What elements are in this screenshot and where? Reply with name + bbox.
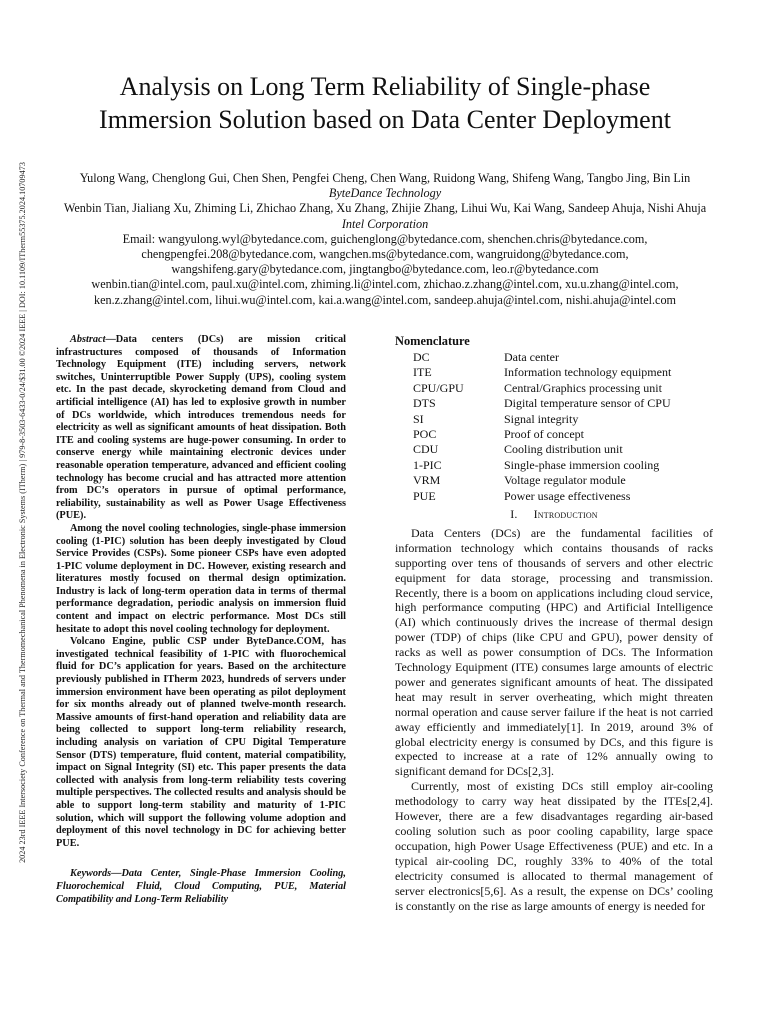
nomenclature-abbr: 1-PIC xyxy=(413,457,442,472)
email-line: wenbin.tian@intel.com, paul.xu@intel.com, zhiming.li@intel.com, zhichao.z.zhang@intel.com, xu.u.zhang@intel.com, xyxy=(91,277,679,292)
citation-text: 2024 23rd IEEE Intersociety Conference on Thermal and Thermomechanical Phenomena in Electronic Systems (ITherm) | 979-8-3503-6433-0/24/$31.00 ©2024 IEEE | DOI: 10.1109/ITherm55375.2024.10709473 xyxy=(17,162,27,863)
section-heading xyxy=(395,507,713,522)
nomenclature-definition: Cooling distribution unit xyxy=(504,442,623,457)
nomenclature-row xyxy=(395,442,713,457)
nomenclature-row xyxy=(395,412,713,427)
nomenclature-definition: Single-phase immersion cooling xyxy=(504,457,660,472)
keywords: Keywords—Data Center, Single-Phase Immersion Cooling, Fluorochemical Fluid, Cloud Computing, PUE, Material Compatibility and Long-Term Reliability xyxy=(56,868,346,905)
nomenclature-abbr: ITE xyxy=(413,365,432,380)
affiliation-intel: Intel Corporation xyxy=(341,216,429,231)
nomenclature-abbr: DTS xyxy=(413,396,436,411)
abstract-paragraph xyxy=(56,334,346,523)
nomenclature-abbr: CPU/GPU xyxy=(413,380,464,395)
nomenclature-definition: Information technology equipment xyxy=(504,365,672,380)
abstract-label: Abstract xyxy=(70,334,106,345)
email-line: chengpengfei.208@bytedance.com, wangchen.ms@bytedance.com, wangruidong@bytedance.com, xyxy=(141,247,629,262)
intro-paragraph: Data Centers (DCs) are the fundamental facilities of information technology which contains thousands of racks supporting over tens of thousands of servers and other electric equipment for data storage, processing and transmission. Recently, there is a boom on applications including cloud service, high performance computing (HPC) and Artificial Intelligence (AI) which continuously drives the increase of thermal design power (TDP) of chips (like CPU and GPU), power density of racks as well as power consumption of DCs. The Information Technology Equipment (ITE) consumes large amounts of electric power and generates significant amounts of heat. The dissipated heat may result in server overheating, which might threaten normal operation and cause server failure if the heat is not carried away efficiently and immediately[1]. In 2019, around 3% of global electricity energy is consumed by DCs, and this figure is expected to increase at a rate of 12% annually owing to significant demand for DCs[2,3]. xyxy=(395,525,713,779)
email-line: Email: wangyulong.wyl@bytedance.com, guichenglong@bytedance.com, shenchen.chris@bytedance.com, xyxy=(122,231,648,246)
author-names-intel: Wenbin Tian, Jialiang Xu, Zhiming Li, Zhichao Zhang, Xu Zhang, Zhijie Zhang, Lihui Wu, Kai Wang, Sandeep Ahuja, Nishi Ahuja xyxy=(63,201,707,216)
title-line-2: Immersion Solution based on Data Center Deployment xyxy=(99,105,671,134)
title-line-1: Analysis on Long Term Reliability of Single-phase xyxy=(119,72,651,101)
nomenclature-abbr: POC xyxy=(413,426,437,441)
nomenclature-row xyxy=(395,396,713,411)
abstract-paragraph: Among the novel cooling technologies, single-phase immersion cooling (1-PIC) solution has been deeply investigated by Cloud Service Provides (CSPs). Some pioneer CSPs have even adopted 1-PIC volume deployment in DC. However, existing research and literatures mostly focused on thermal design optimization. Industry is lack of long-term operation data in terms of thermal performance degradation, periodic analysis on immersion fluid content and impact on electric performance. Most DCs still hesitate to adopt this novel cooling technology for deployment. xyxy=(56,522,346,635)
email-line: wangshifeng.gary@bytedance.com, jingtangbo@bytedance.com, leo.r@bytedance.com xyxy=(171,262,599,277)
nomenclature-list xyxy=(395,350,713,504)
nomenclature-abbr: PUE xyxy=(413,488,436,503)
abstract-text: —Data centers (DCs) are mission critical infrastructures composed of thousands of Information Technology Equipment (ITE) including servers, network switches, Uninterruptible Power Supply (UPS), cooling system etc. In the past decade, skyrocketing demand from Cloud and artificial intelligence (AI) has led to explosive growth in number of DCs worldwide, which introduces tremendous needs for electricity as well as significant amounts of heat dissipation. Both ITE and cooling systems are huge-power consuming. In order to conserve energy while maintaining electronic devices under reasonable operation temperature, advanced and efficient cooling technology has become crucial and has attracted more attention from DC’s operators in pursue of optimal performance, reliability, sustainability as well as Power Usage Effectiveness (PUE). xyxy=(56,334,346,522)
section-title: Introduction xyxy=(533,506,598,521)
affiliation-bytedance: ByteDance Technology xyxy=(328,186,442,201)
nomenclature-row xyxy=(395,365,713,380)
section-number: I. xyxy=(510,506,518,521)
abstract-paragraph: Volcano Engine, public CSP under ByteDance.COM, has investigated technical feasibility of 1-PIC with fluorochemical fluid for DC’s application for years. Based on the architecture previously published in ITherm 2023, hundreds of servers under immersion environment have been operating as pilot deployment for six months already out of planned twelve-month research. Massive amounts of first-hand operation and reliability data are being collected to support long-term reliability research, including analysis on variation of CPU Digital Temperature Sensor (DTS) temperature, fluid content, material compatibility, impact on Signal Integrity (SI) etc. This paper presents the data collected with analysis from long-term reliability tests covering multiple perspectives. The collected results and analysis should be able to support long-term stability and maturity of 1-PIC solution, which will support the following volume adoption and deployment of this novel technology in DC for achieving better PUE. xyxy=(56,636,346,849)
intro-paragraph: Currently, most of existing DCs still employ air-cooling methodology to carry way heat dissipated by the ITEs[2,4]. However, there are a few disadvantages regarding air-based cooling solution such as poor cooling capability, large space occupation, high Power Usage Effectiveness (PUE) and etc. In a typical air-cooling DC, roughly 33% to 40% of the total electricity consumed is allocated to thermal management of server electronics[5,6]. As a result, the expense on DCs’ cooling is constantly on the rise as large amounts of energy is needed for xyxy=(395,779,713,913)
nomenclature-abbr: CDU xyxy=(413,442,439,457)
nomenclature-abbr: DC xyxy=(413,349,430,364)
nomenclature-definition: Central/Graphics processing unit xyxy=(504,380,662,395)
author-names-bytedance: Yulong Wang, Chenglong Gui, Chen Shen, Pengfei Cheng, Chen Wang, Ruidong Wang, Shifeng Wang, Tangbo Jing, Bin Lin xyxy=(79,171,691,185)
nomenclature-row xyxy=(395,473,713,488)
nomenclature-heading: Nomenclature xyxy=(395,334,470,348)
email-line: ken.z.zhang@intel.com, lihui.wu@intel.com, kai.a.wang@intel.com, sandeep.ahuja@intel.com, nishi.ahuja@intel.com xyxy=(93,292,677,307)
nomenclature-definition: Data center xyxy=(504,349,559,364)
abstract-column xyxy=(56,334,346,906)
nomenclature-row xyxy=(395,381,713,396)
nomenclature-definition: Digital temperature sensor of CPU xyxy=(504,396,671,411)
right-column xyxy=(395,334,713,913)
nomenclature-row xyxy=(395,489,713,504)
nomenclature-definition: Proof of concept xyxy=(504,426,584,441)
nomenclature-abbr: VRM xyxy=(413,473,441,488)
nomenclature-definition: Power usage effectiveness xyxy=(504,488,631,503)
nomenclature-row xyxy=(395,350,713,365)
nomenclature-row xyxy=(395,458,713,473)
ieee-citation-sidebar xyxy=(15,70,29,955)
nomenclature-definition: Voltage regulator module xyxy=(504,473,626,488)
nomenclature-definition: Signal integrity xyxy=(504,411,579,426)
nomenclature-abbr: SI xyxy=(413,411,424,426)
paper-title xyxy=(60,70,710,136)
nomenclature-row xyxy=(395,427,713,442)
author-block xyxy=(40,171,730,308)
